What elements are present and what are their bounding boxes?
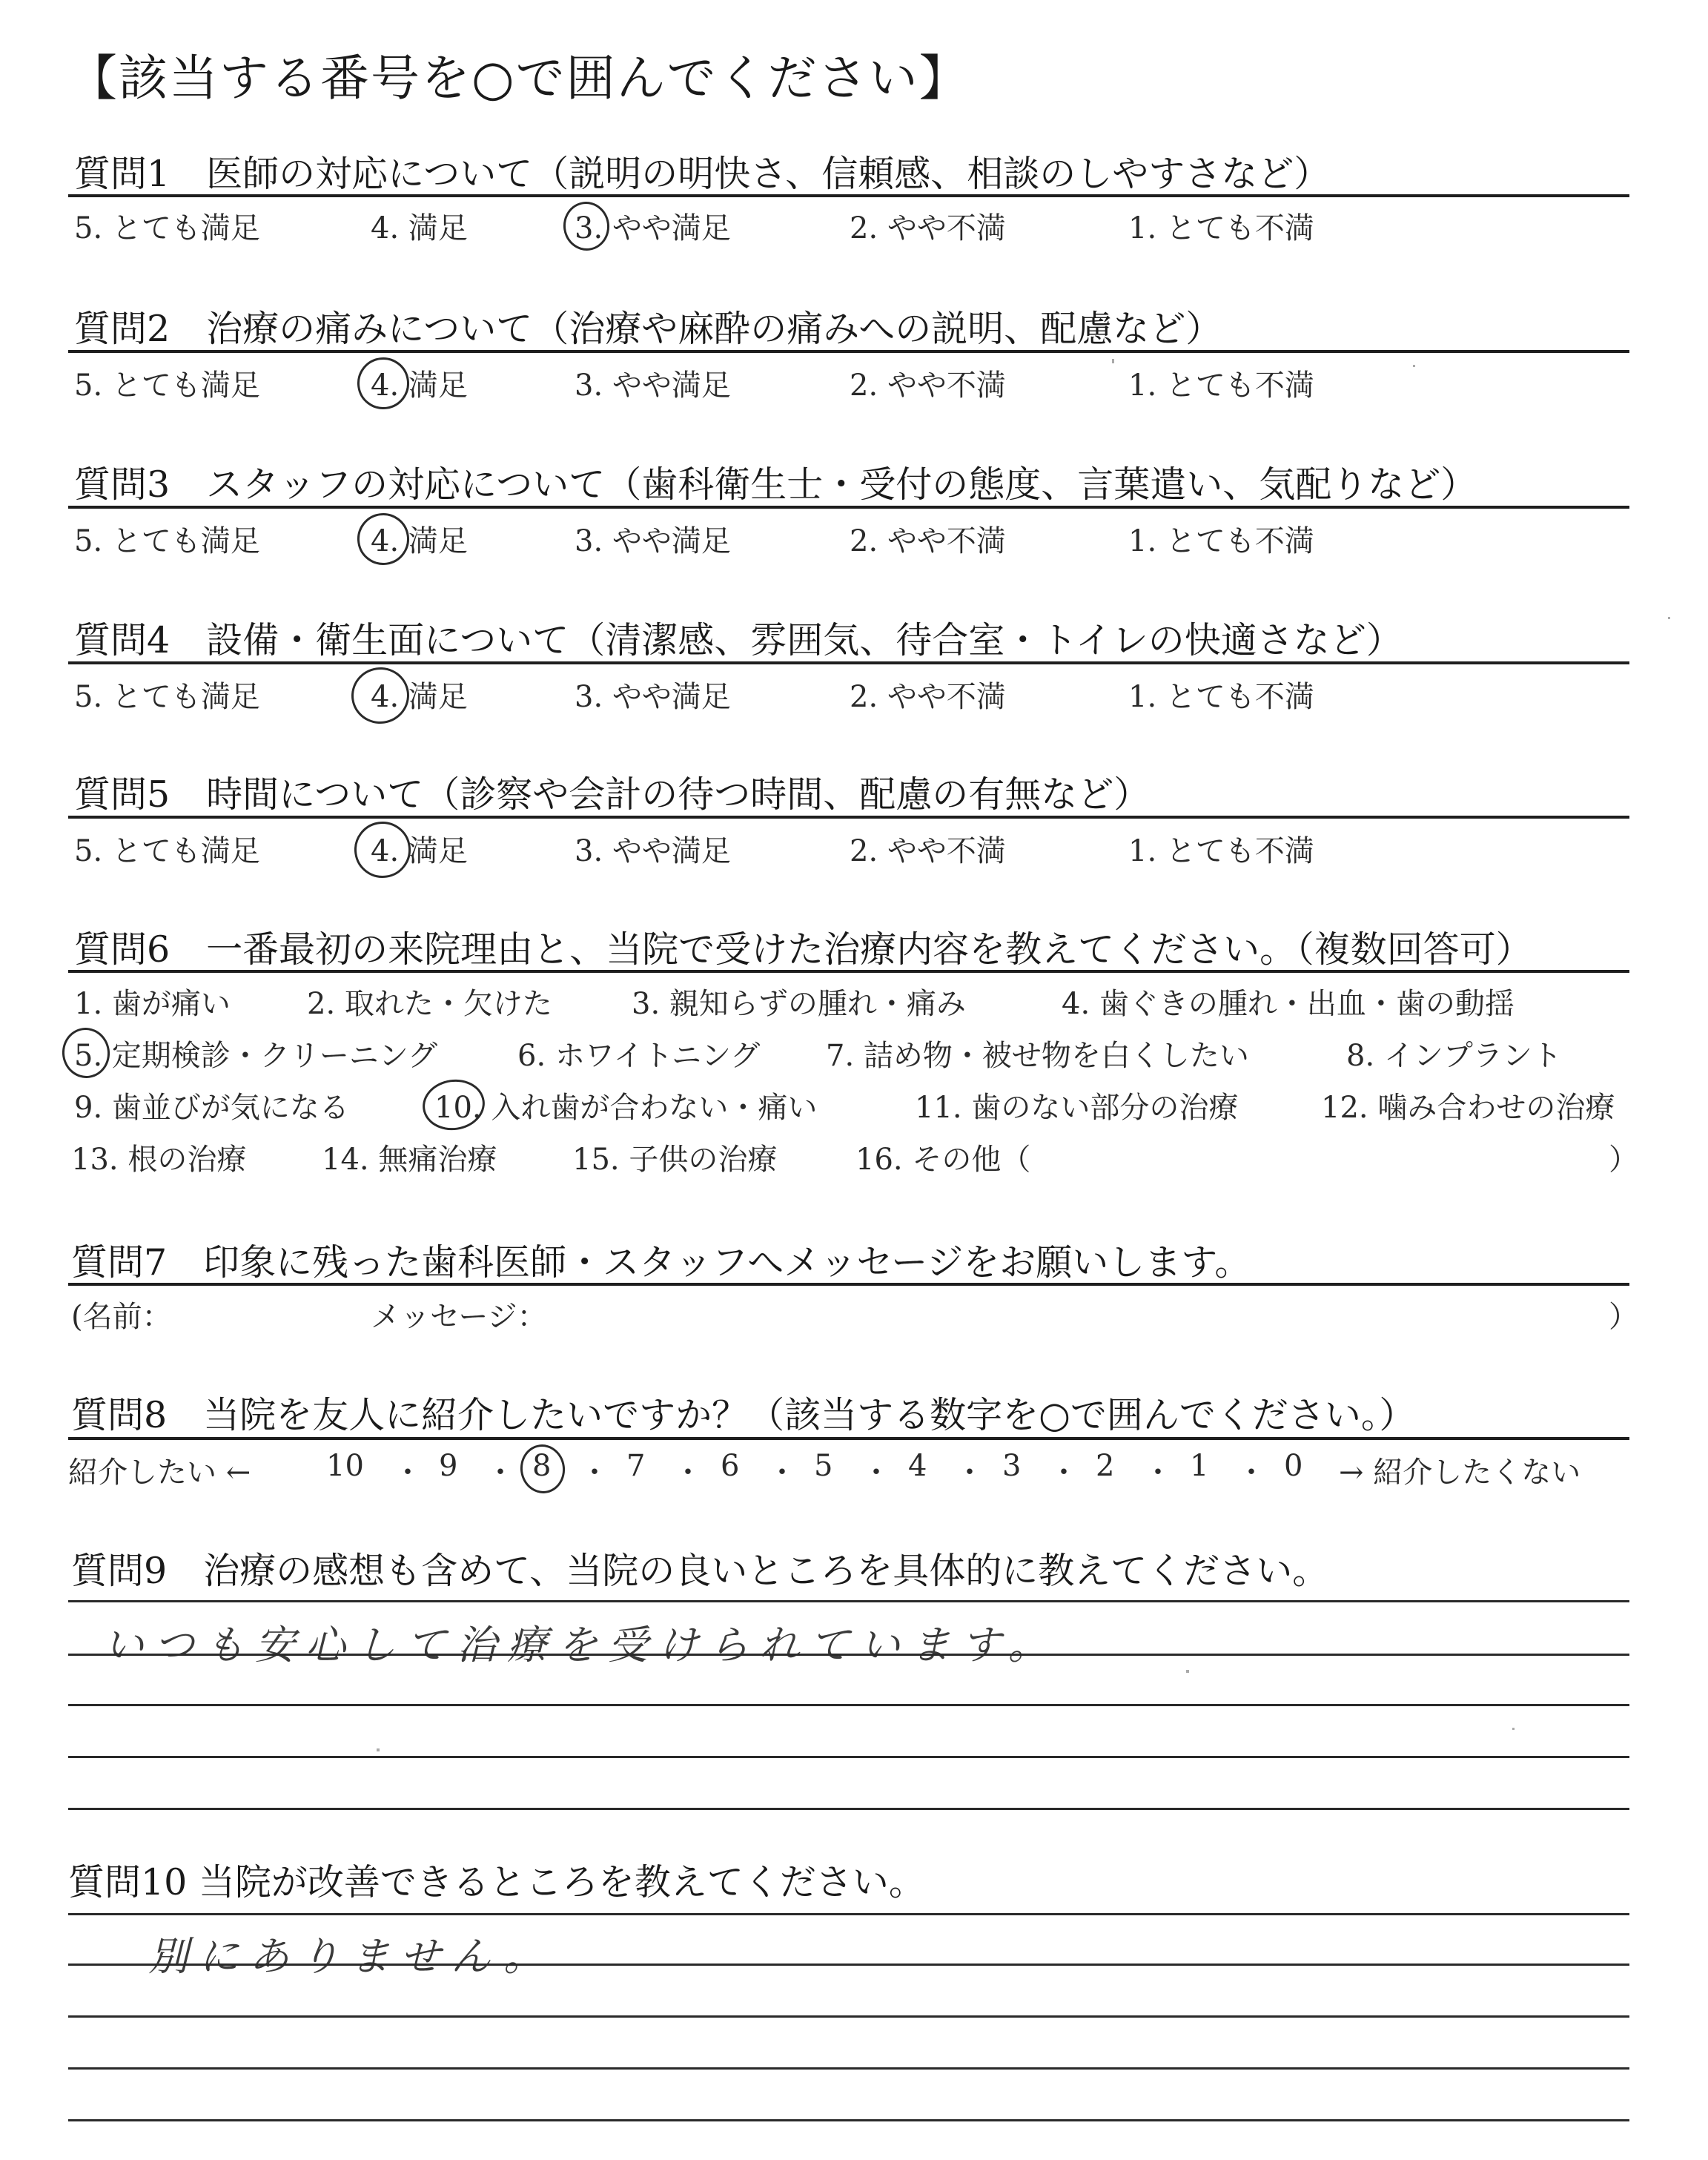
q6-option-4[interactable]: 4. 歯ぐきの腫れ・出血・歯の動揺 <box>1062 987 1515 1021</box>
q8-scale-0[interactable]: 0 <box>1284 1449 1303 1483</box>
q1-option-5[interactable]: 5. とても満足 <box>74 211 260 245</box>
q10-answer-line <box>68 2119 1629 2121</box>
q4-option-5[interactable]: 5. とても満足 <box>74 680 260 714</box>
q8-scale-5[interactable]: 5 <box>814 1449 833 1483</box>
q6-option-10[interactable]: 10. 入れ歯が合わない・痛い <box>434 1091 818 1125</box>
q8-separator: ・ <box>767 1456 797 1490</box>
question-5-title: 質問5 時間について（診察や会計の待つ時間、配慮の有無など） <box>74 773 1151 816</box>
q8-scale-1[interactable]: 1 <box>1190 1449 1209 1483</box>
q1-option-4[interactable]: 4. 満足 <box>371 211 468 245</box>
q2-option-3[interactable]: 3. やや満足 <box>575 369 731 403</box>
q2-option-1[interactable]: 1. とても不満 <box>1128 369 1314 403</box>
q3-option-3[interactable]: 3. やや満足 <box>575 524 731 558</box>
scan-speck <box>1512 1728 1515 1730</box>
q5-option-2[interactable]: 2. やや不満 <box>850 834 1006 868</box>
question-3-rule <box>68 506 1629 509</box>
question-2-title: 質問2 治療の痛みについて（治療や麻酔の痛みへの説明、配慮など） <box>74 308 1222 350</box>
scan-speck <box>1186 1670 1189 1673</box>
q8-separator: ・ <box>673 1456 703 1490</box>
question-2-rule <box>68 350 1629 353</box>
scan-speck <box>1668 617 1670 619</box>
form-header: 【該当する番号を○で囲んでください】 <box>68 50 970 107</box>
q6-option-2[interactable]: 2. 取れた・欠けた <box>307 987 552 1021</box>
q6-option-6[interactable]: 6. ホワイトニング <box>517 1039 761 1073</box>
q6-option-13[interactable]: 13. 根の治療 <box>71 1143 247 1177</box>
q8-scale-9[interactable]: 9 <box>439 1449 458 1483</box>
q8-separator: ・ <box>1237 1456 1266 1490</box>
q6-option-5[interactable]: 5. 定期検診・クリーニング <box>74 1039 438 1073</box>
q10-answer-line <box>68 1964 1629 1966</box>
q4-option-3[interactable]: 3. やや満足 <box>575 680 731 714</box>
q4-option-1[interactable]: 1. とても不満 <box>1128 680 1314 714</box>
q1-option-2[interactable]: 2. やや不満 <box>850 211 1006 245</box>
q5-option-1[interactable]: 1. とても不満 <box>1128 834 1314 868</box>
q10-answer-line <box>68 2067 1629 2070</box>
q6-option-16[interactable]: 16. その他（ <box>855 1143 1031 1177</box>
q3-option-2[interactable]: 2. やや不満 <box>850 524 1006 558</box>
question-8-rule <box>68 1437 1629 1440</box>
q4-option-2[interactable]: 2. やや不満 <box>850 680 1006 714</box>
q3-option-4[interactable]: 4. 満足 <box>371 524 468 558</box>
q6-option-15[interactable]: 15. 子供の治療 <box>572 1143 778 1177</box>
q6-other-close-paren: ） <box>1609 1143 1638 1177</box>
q7-message-label: メッセージ： <box>371 1300 547 1334</box>
question-7-rule <box>68 1283 1629 1286</box>
q8-separator: ・ <box>1049 1456 1079 1490</box>
q8-separator: ・ <box>486 1456 515 1490</box>
q6-option-3[interactable]: 3. 親知らずの腫れ・痛み <box>632 987 966 1021</box>
q8-scale-10[interactable]: 10 <box>326 1449 364 1483</box>
q8-separator: ・ <box>393 1456 423 1490</box>
q6-option-12[interactable]: 12. 噛み合わせの治療 <box>1321 1091 1615 1125</box>
q8-scale-7[interactable]: 7 <box>626 1449 646 1483</box>
q7-name-label: (名前： <box>71 1300 172 1334</box>
q10-answer-line <box>68 2015 1629 2018</box>
q9-answer-line <box>68 1600 1629 1602</box>
question-1-rule <box>68 194 1629 197</box>
q9-answer-line <box>68 1654 1629 1656</box>
q9-answer-line <box>68 1704 1629 1706</box>
scan-speck <box>1413 365 1415 367</box>
q8-scale-4[interactable]: 4 <box>908 1449 927 1483</box>
q8-selected-circle <box>517 1441 569 1496</box>
q6-option-11[interactable]: 11. 歯のない部分の治療 <box>915 1091 1239 1125</box>
q8-separator: ・ <box>580 1456 609 1490</box>
q7-close-paren: ） <box>1609 1300 1638 1334</box>
question-3-title: 質問3 スタッフの対応について（歯科衛生士・受付の態度、言葉遣い、気配りなど） <box>74 463 1477 506</box>
q4-option-4[interactable]: 4. 満足 <box>371 680 468 714</box>
q2-option-2[interactable]: 2. やや不満 <box>850 369 1006 403</box>
question-4-rule <box>68 661 1629 664</box>
q6-option-1[interactable]: 1. 歯が痛い <box>74 987 231 1021</box>
question-8-title: 質問8 当院を友人に紹介したいですか？（該当する数字を○で囲んでください。） <box>71 1394 1416 1436</box>
q10-handwritten-answer[interactable]: 別にありません。 <box>148 1933 555 1980</box>
q1-option-3[interactable]: 3. やや満足 <box>575 211 731 245</box>
q8-left-label: 紹介したい ← <box>68 1456 251 1490</box>
q6-option-7[interactable]: 7. 詰め物・被せ物を白くしたい <box>826 1039 1249 1073</box>
q9-answer-line <box>68 1808 1629 1810</box>
question-10-title: 質問10 当院が改善できるところを教えてください。 <box>68 1861 925 1903</box>
question-5-rule <box>68 816 1629 819</box>
q8-scale-8[interactable]: 8 <box>532 1449 552 1483</box>
q8-separator: ・ <box>1143 1456 1173 1490</box>
q2-option-5[interactable]: 5. とても満足 <box>74 369 260 403</box>
q8-separator: ・ <box>955 1456 984 1490</box>
q6-option-8[interactable]: 8. インプラント <box>1346 1039 1562 1073</box>
q8-scale-6[interactable]: 6 <box>721 1449 740 1483</box>
q9-answer-line <box>68 1756 1629 1758</box>
question-4-title: 質問4 設備・衛生面について（清潔感、雰囲気、待合室・トイレの快適さなど） <box>74 619 1403 661</box>
q8-scale-2[interactable]: 2 <box>1096 1449 1115 1483</box>
scan-speck <box>377 1748 380 1751</box>
q8-right-label: → 紹介したくない <box>1339 1456 1581 1490</box>
question-7-title: 質問7 印象に残った歯科医師・スタッフへメッセージをお願いします。 <box>71 1241 1251 1284</box>
question-9-title: 質問9 治療の感想も含めて、当院の良いところを具体的に教えてください。 <box>71 1550 1329 1592</box>
q8-separator: ・ <box>861 1456 891 1490</box>
question-6-title: 質問6 一番最初の来院理由と、当院で受けた治療内容を教えてください。（複数回答可） <box>74 928 1532 971</box>
q5-option-4[interactable]: 4. 満足 <box>371 834 468 868</box>
q3-option-1[interactable]: 1. とても不満 <box>1128 524 1314 558</box>
q6-option-14[interactable]: 14. 無痛治療 <box>322 1143 497 1177</box>
question-6-rule <box>68 970 1629 973</box>
q5-option-3[interactable]: 3. やや満足 <box>575 834 731 868</box>
q3-option-5[interactable]: 5. とても満足 <box>74 524 260 558</box>
q10-answer-line <box>68 1913 1629 1915</box>
q6-option-9[interactable]: 9. 歯並びが気になる <box>74 1091 349 1125</box>
question-1-title: 質問1 医師の対応について（説明の明快さ、信頼感、相談のしやすさなど） <box>74 153 1331 195</box>
q2-option-4[interactable]: 4. 満足 <box>371 369 468 403</box>
q9-handwritten-answer[interactable]: いつも安心して治療を受けられています。 <box>104 1622 1059 1668</box>
q5-option-5[interactable]: 5. とても満足 <box>74 834 260 868</box>
q8-scale-3[interactable]: 3 <box>1002 1449 1022 1483</box>
q1-option-1[interactable]: 1. とても不満 <box>1128 211 1314 245</box>
scan-speck <box>1112 359 1114 363</box>
